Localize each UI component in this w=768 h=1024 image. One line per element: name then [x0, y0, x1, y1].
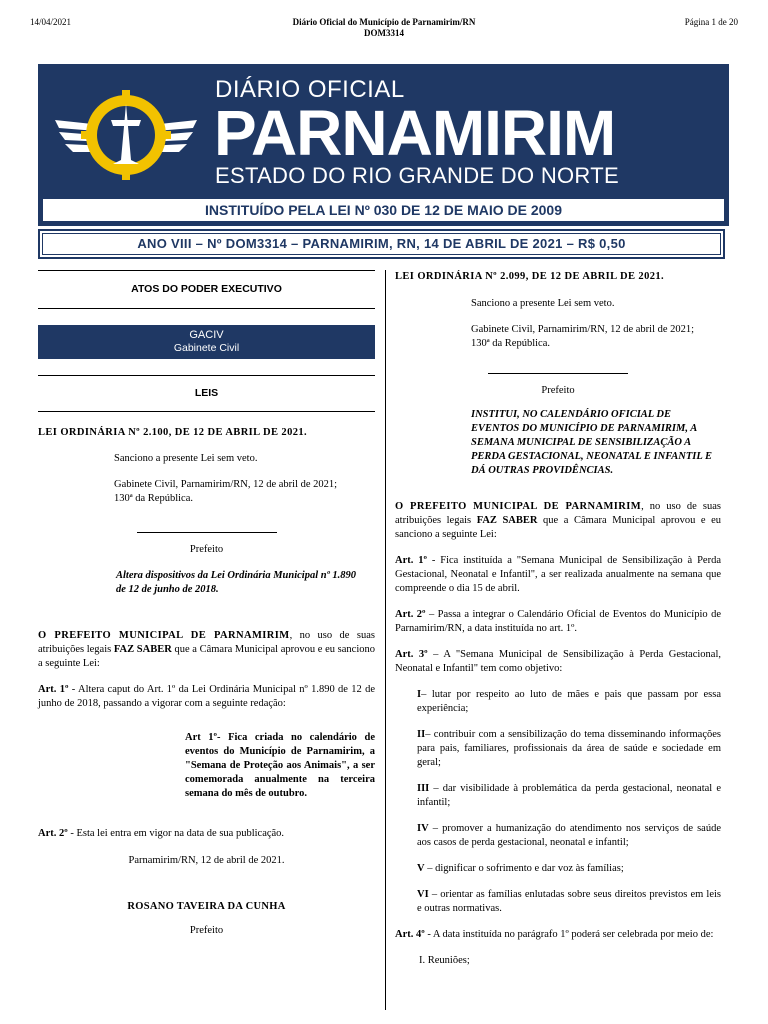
- header-title-line2: DOM3314: [364, 28, 404, 38]
- law-ementa: INSTITUI, NO CALENDÁRIO OFICIAL DE EVENTOS DO MUNICÍPIO DE PARNAMIRIM, A SEMANA MUNICIPAL DE SENSIBILIZAÇÃO A PERDA GESTACIONAL, NEONATAL E INFANTIL E DÁ OUTRAS PROVIDÊNCIAS.: [471, 409, 712, 476]
- masthead-law-band: INSTITUÍDO PELA LEI Nº 030 DE 12 DE MAIO DE 2009: [43, 199, 724, 221]
- place-line-2: 130ª da República.: [471, 338, 551, 349]
- sanction-text: Sanciono a presente Lei sem veto.: [471, 298, 615, 309]
- list-item: I. Reuniões;: [419, 955, 470, 966]
- column-divider: [385, 270, 386, 1010]
- article-2: Art. 2º – Passa a integrar o Calendário Oficial de Eventos do Município de Parnamirim/RN, a data instituída no art. 1º.: [395, 609, 721, 634]
- unit-abbreviation: GACIV: [189, 329, 224, 341]
- article-2: Art. 2º - Esta lei entra em vigor na data de sua publicação.: [38, 828, 285, 839]
- unit-box: [38, 325, 375, 359]
- section-rule: [38, 375, 375, 376]
- mayor-name: ROSANO TAVEIRA DA CUNHA: [127, 901, 286, 912]
- masthead-title-large: PARNAMIRIM: [214, 97, 616, 169]
- law-title: LEI ORDINÁRIA Nº 2.100, DE 12 DE ABRIL DE 2021.: [38, 427, 308, 438]
- masthead-title-small: DIÁRIO OFICIAL: [215, 76, 405, 103]
- header-date: 14/04/2021: [30, 17, 72, 27]
- place-line: Gabinete Civil, Parnamirim/RN, 12 de abril de 2021;: [471, 324, 695, 335]
- list-item: IV – promover a humanização do atendimento nos serviços de saúde aos casos de perda gestacional, neonatal e infantil;: [417, 823, 721, 848]
- signature-line: [137, 532, 277, 533]
- unit-name: Gabinete Civil: [173, 342, 240, 354]
- preamble: O PREFEITO MUNICIPAL DE PARNAMIRIM, no uso de suas atribuições legais FAZ SABER que a Câmara Municipal aprovou e eu sanciono a seguinte Lei:: [38, 630, 376, 669]
- article-1: Art. 1º - Altera caput do Art. 1º da Lei Ordinária Municipal nº 1.890 de 12 de junho de 2018, passando a vigorar com a seguinte redação:: [38, 684, 375, 709]
- masthead-state: ESTADO DO RIO GRANDE DO NORTE: [215, 163, 619, 188]
- section-rule: [38, 411, 375, 412]
- preamble: O PREFEITO MUNICIPAL DE PARNAMIRIM, no uso de suas atribuições legais FAZ SABER que a Câmara Municipal aprovou e eu sanciono a seguinte Lei:: [395, 501, 722, 540]
- header-page-number: Página 1 de 20: [684, 17, 738, 27]
- signer-role: Prefeito: [189, 544, 224, 555]
- article-4: Art. 4º - A data instituída no parágrafo 1º poderá ser celebrada por meio de:: [395, 929, 714, 940]
- article-3: Art. 3º – A "Semana Municipal de Sensibilização à Perda Gestacional, Neonatal e Infantil" tem como objetivo:: [395, 649, 721, 674]
- header-title: [0, 17, 768, 39]
- list-item: III – dar visibilidade à problemática da perda gestacional, neonatal e infantil;: [417, 783, 721, 808]
- place-line-2: 130ª da República.: [114, 493, 194, 504]
- mayor-role: Prefeito: [189, 925, 224, 936]
- municipal-emblem-icon: [51, 80, 201, 190]
- issue-box: [38, 229, 725, 259]
- section-rule: [38, 308, 375, 309]
- law-title: LEI ORDINÁRIA Nº 2.099, DE 12 DE ABRIL DE 2021.: [395, 271, 665, 282]
- signature-line: [488, 373, 628, 374]
- law-ementa: Altera dispositivos da Lei Ordinária Municipal nº 1.890 de 12 de junho de 2018.: [116, 570, 357, 595]
- signer-role: Prefeito: [541, 385, 575, 396]
- list-item: VI – orientar as famílias enlutadas sobre seus direitos previstos em leis e outras normativas.: [417, 889, 721, 914]
- list-item: V – dignificar o sofrimento e dar voz às famílias;: [417, 863, 624, 874]
- article-1: Art. 1º - Fica instituída a "Semana Municipal de Sensibilização à Perda Gestacional, Neonatal e Infantil", a ser realizada anualmente na semana que compreende o dia 15 de abril.: [395, 555, 722, 594]
- masthead: [38, 64, 729, 226]
- section-rule: [38, 270, 375, 271]
- issue-line: ANO VIII – Nº DOM3314 – PARNAMIRIM, RN, 14 DE ABRIL DE 2021 – R$ 0,50: [42, 233, 721, 255]
- date-place: Parnamirim/RN, 12 de abril de 2021.: [128, 855, 285, 866]
- right-column: [395, 270, 721, 968]
- quoted-article: Art 1º- Fica criada no calendário de eventos do Município de Parnamirim, a "Semana de Proteção aos Animais", a ser comemorada anualmente na terceira semana do mês de outubro.: [185, 732, 375, 799]
- sanction-text: Sanciono a presente Lei sem veto.: [114, 453, 258, 464]
- subsection-heading: LEIS: [194, 387, 219, 399]
- list-item: I– lutar por respeito ao luto de mães e pais que passam por essa experiência;: [417, 689, 721, 714]
- section-heading: ATOS DO PODER EXECUTIVO: [131, 283, 282, 295]
- header-title-line1: Diário Oficial do Município de Parnamirim/RN: [292, 17, 476, 27]
- place-line: Gabinete Civil, Parnamirim/RN, 12 de abril de 2021;: [114, 479, 338, 490]
- left-column: [38, 270, 375, 938]
- list-item: II– contribuir com a sensibilização do tema disseminando informações para pais, familiares, profissionais da área de saúde e sociedade em geral;: [417, 729, 721, 768]
